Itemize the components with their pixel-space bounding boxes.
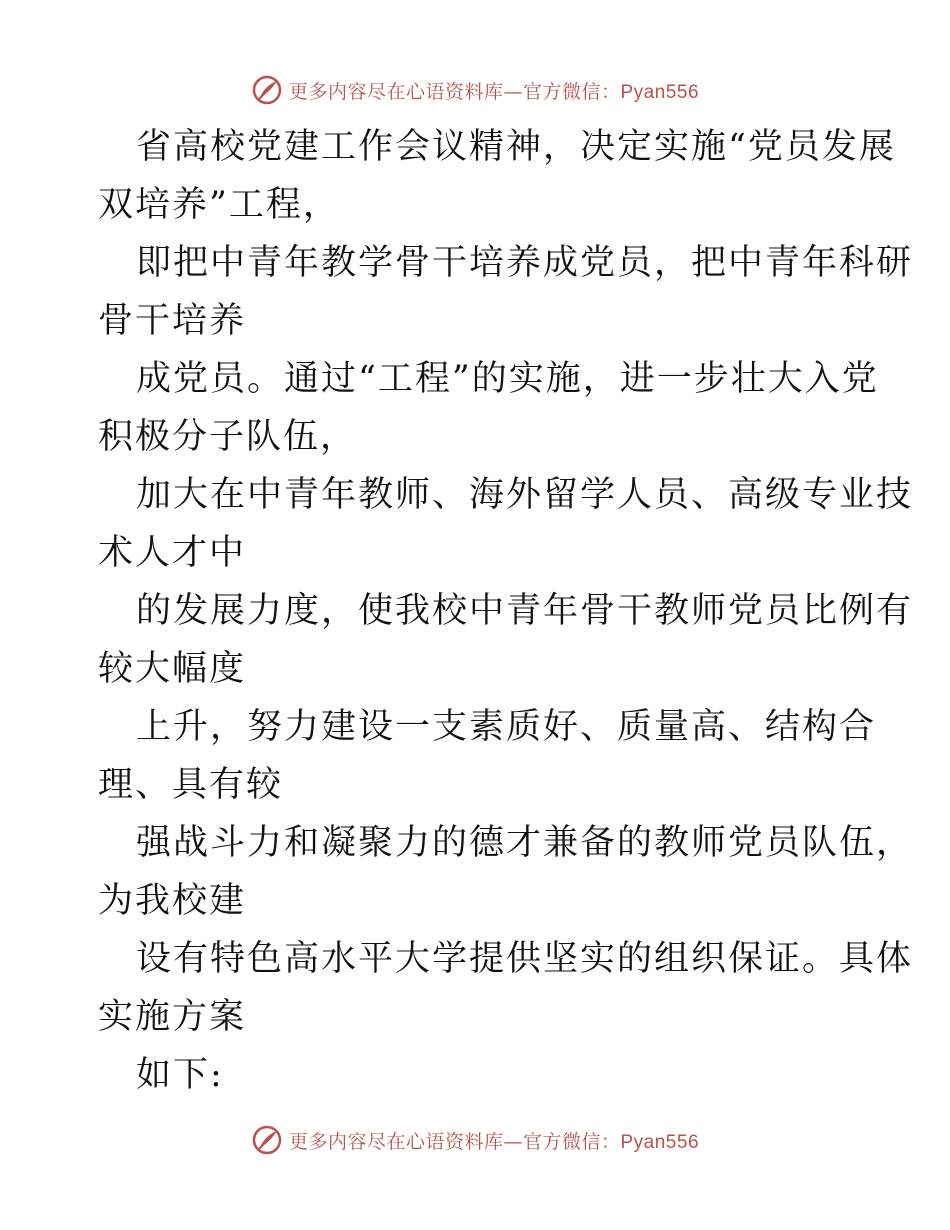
body-line: 理、具有较 xyxy=(98,765,284,805)
body-line: 的发展力度，使我校中青年骨干教师党员比例有 xyxy=(136,591,914,631)
watermark-text-cn: 更多内容尽在心语资料库—官方微信： xyxy=(288,1130,621,1153)
body-line: 双培养”工程， xyxy=(98,185,340,225)
body-line: 成党员。通过“工程”的实施，进一步壮大入党 xyxy=(136,359,879,399)
body-line: 为我校建 xyxy=(98,881,247,921)
body-line: 上升，努力建设一支素质好、质量高、结构合 xyxy=(136,707,877,747)
body-line: 设有特色高水平大学提供坚实的组织保证。具体 xyxy=(136,939,914,979)
body-line: 强战斗力和凝聚力的德才兼备的教师党员队伍， xyxy=(136,823,914,863)
body-line: 术人才中 xyxy=(98,533,247,573)
body-line: 省高校党建工作会议精神，决定实施“党员发展 xyxy=(136,127,896,167)
header-watermark xyxy=(0,70,950,110)
watermark-wechat-id: Pyan556 xyxy=(620,81,700,103)
watermark-text-cn: 更多内容尽在心语资料库—官方微信： xyxy=(288,80,621,103)
quill-logo-icon xyxy=(251,74,283,106)
body-line: 骨干培养 xyxy=(98,301,247,341)
body-line: 如下: xyxy=(136,1055,224,1095)
body-line: 即把中青年教学骨干培养成党员，把中青年科研 xyxy=(136,243,914,283)
document-body xyxy=(98,118,914,1104)
watermark-wechat-id: Pyan556 xyxy=(620,1131,700,1153)
quill-logo-icon xyxy=(251,1124,283,1156)
watermark-text xyxy=(289,1127,699,1154)
body-line: 较大幅度 xyxy=(98,649,247,689)
footer-watermark xyxy=(0,1120,950,1160)
body-line: 加大在中青年教师、海外留学人员、高级专业技 xyxy=(136,475,914,515)
watermark-text xyxy=(289,77,699,104)
body-line: 实施方案 xyxy=(98,997,247,1037)
body-line: 积极分子队伍， xyxy=(98,417,358,457)
